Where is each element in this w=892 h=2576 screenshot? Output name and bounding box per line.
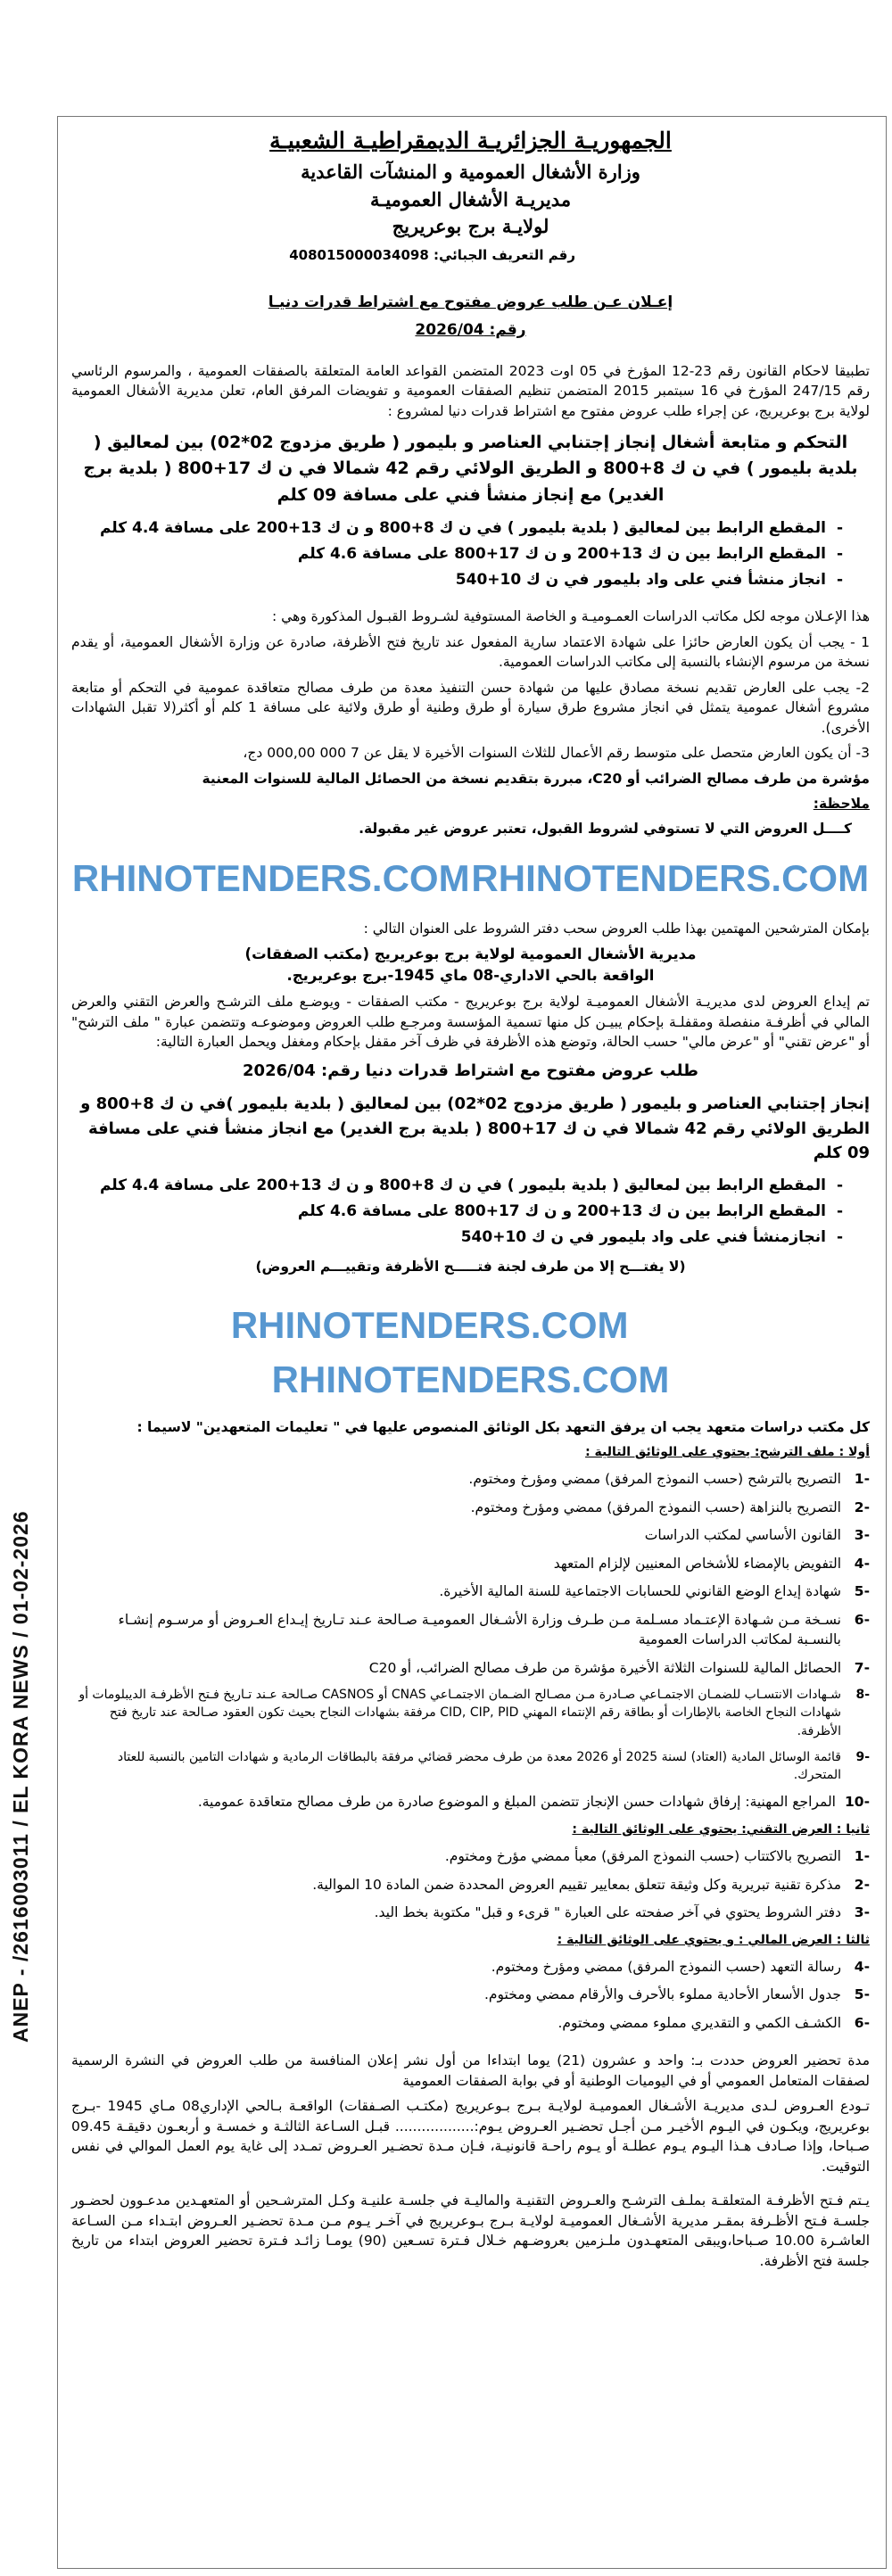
- candidacy-label: أولا : ملف الترشح: يحتوي على الوثائق التالية :: [585, 1444, 870, 1459]
- sections-list: [71, 517, 870, 590]
- tax-id: رقم التعريف الجبائي: 408015000034098: [289, 246, 575, 263]
- envelope-title: طلب عروض مفتوح مع اشتراط قدرات دنيا رقم: 2026/04: [243, 1061, 698, 1080]
- technical-doc: -1 التصريح بالاكتتاب (حسب النموذج المرفق) معبأ ممضي مؤرخ ومختوم.: [444, 1848, 870, 1865]
- technical-doc: -2 مذكرة تقنية تبريرية وكل وثيقة تتعلق بمعايير تقييم العروض المحددة ضمن المادة 10 الموالية.: [312, 1876, 870, 1893]
- candidacy-doc: -7 الحصائل المالية للسنوات الثلاثة الأخيرة مؤشرة من طرف مصالح الضرائب، أو C20: [368, 1659, 870, 1676]
- opening-paragraph: يـتم فـتح الأظرفـة المتعلقـة بملـف الترشـح والعـروض التقنيـة والماليـة في جلسـة علنيـة وكـل المترشـحين أو المتعهـدين مدعـوون لحضـور جلسـة فـتح الأظـرفة بمقـر مديرية الأشـغال العموميـة لولايـة بـرج بـوعريريج في آخـر يـوم مـن مـدة تحضـير العـروض ابتـداء مـن السـاعة العاشـرة 10.00 صـباحا،ويبقى المتعهـدون ملـزمين بعروضـهم خـلال فـترة تسـعين (90) يومـا زائـد فـترة تحضير العروض ابتداء من تاريخ جلسة فتح الأظرفة.: [71, 2192, 870, 2269]
- candidacy-doc: -10 المراجع المهنية: إرفاق شهادات حسن الإنجاز تتضمن المبلغ و الموضوع صادرة من طرف مصالح متعاقدة عمومية.: [197, 1794, 870, 1811]
- eligibility-item: 3- أن يكون العارض متحصل على متوسط رقم الأعمال للثلاث السنوات الأخيرة لا يقل عن 7 000 000,00 دج،: [243, 745, 870, 762]
- watermark: RHINOTENDERS.COM: [471, 856, 870, 899]
- submission-paragraph: تـودع العـروض لـدى مديريـة الأشـغال العموميـة لولايـة بـرج بـوعريريج (مكتـب الصـفقات) الواقعـة بـالحي الإداري08 مـاي 1945 -بـرج بوعريريج، ويكـون في اليـوم الأخيـر مـن أجـل تحضـير العـروض يـوم:.................. قبـل السـاعة الثالثـة و خمسـة و أربعـون دقيقـة 09.45 صـباحا، وإذا صـادف هـذا اليـوم يـوم عطلـة أو يـوم راحـة قانونيـة، فـإن مـدة تحضـير العـروض تمـدد إلى غاية يوم العمل الموالي في نفس التوقيت.: [71, 2098, 870, 2175]
- side-stamp-text: ANEP - /2616003011 / EL KORA NEWS / 01-02-2026: [9, 1510, 32, 2043]
- intro-paragraph: تطبيقا لاحكام القانون رقم 23-12 المؤرخ في 05 اوت 2023 المتضمن القواعد العامة المتعلقة بالصفقات العمومية ، والمرسوم الرئاسي رقم 247/15 المؤرخ في 16 سبتمبر 2015 المتضمن تنظيم الصفقات العمومية و تفويضات المرفق العام، تعلن مديرية الأشغال العمومية لولاية برج بوعريريج، عن إجراء طلب عروض مفتوح مع اشتراط قدرات دنيا لمشروع :: [71, 362, 871, 419]
- side-publication-stamp: [0, 0, 55, 2576]
- deposit-paragraph: تم إيداع العروض لدى مديريـة الأشغال العموميـة لولاية برج بوعريريج - مكتب الصفقات - ويوضـع ملف الترشـح والعرض التقني والعرض المالي في أظرفـة منفصلة ومقفلـة بإحكام يبيـن كل منها تسمية المؤسسة ومرجـع طلب العروض وموضوعـه وتتضمن عبارة " ملف الترشح" أو "عرض تقني" أو "عرض مالي" حسب الحالة، وتوضع هذه الأظرفة في ظرف آخر مقفل بإحكام ومغفل ويحمل العبارة التالية:: [71, 994, 870, 1051]
- financial-label: ثالثا : العرض المالي : و يحتوي على الوثائق التالية :: [557, 1932, 870, 1947]
- project-title: التحكم و متابعة أشغال إنجاز إجتنابي العناصر و بليمور ( طريق مزدوج 02*02) بين لمعاليق ( بلدية بليمور ) في ن ك 8+800 و الطريق الولائي رقم 42 شمالا في ن ك 17+800 ( بلدية برج الغدير) مع إنجاز منشأ فني على مسافة 09 كلم: [83, 433, 858, 505]
- envelope-section-item: - المقطع الرابط بين ن ك 13+200 و ن ك 17+800 على مسافة 4.6 كلم: [297, 1201, 843, 1220]
- wilaya-name: لولايـة برج بوعريريج: [392, 215, 549, 238]
- candidacy-doc: -4 التفويض بالإمضاء للأشخاص المعنيين لإلزام المتعهد: [553, 1555, 870, 1572]
- financial-doc: -4 رسالة التعهد (حسب النموذج المرفق) ممضي ومؤرخ ومختوم.: [491, 1958, 870, 1975]
- financial-doc: -6 الكشـف الكمي و التقديري مملوء ممضي ومختوم.: [558, 2014, 870, 2031]
- financial-docs-list: [71, 1957, 870, 2033]
- technical-label: ثانيا : العرض التقني: يحتوي على الوثائق التالية :: [572, 1821, 870, 1837]
- note-label: ملاحظة:: [813, 795, 870, 812]
- candidacy-doc: -8 شـهادات الانتسـاب للضمـان الاجتمـاعي صـادرة مـن مصـالح الضـمان الاجتمـاعي CNAS أو CASNOS صـالحة عـند تـاريخ فـتح الأظرفـة الديبلومات أو شهادات النجاح الخاصة بالإطارات أو بطاقة رقم الإنتماء المهني CID, CIP, PID مرفقة بشهادات النجاح بحيث تكون العقود صـالحة عند تاريخ فتح الأظرفة.: [78, 1687, 870, 1738]
- candidacy-doc: -6 نسـخة مـن شـهادة الإعتـماد مسـلمة مـن طـرف وزارة الأشـغال العموميـة صـالحة عـند تـاريخ إيـداع العـروض أو مرسـوم إنشـاء بالنسـبة لمكاتب الدراسات العمومية: [118, 1611, 870, 1648]
- duration-paragraph: مدة تحضير العروض حددت بـ: واحد و عشرون (21) يوما ابتداءا من أول نشر إعلان المنافسة من طلب العروض في النشرة الرسمية لصفقات المتعامل العمومي أو في اليوميات الوطنية أو في بوابة الصفقات العمومية: [71, 2052, 870, 2089]
- section-item: - المقطع الرابط بين ن ك 13+200 و ن ك 17+800 على مسافة 4.6 كلم: [297, 544, 843, 563]
- envelope-project: إنجاز إجتنابي العناصر و بليمور ( طريق مزدوج 02*02) بين لمعاليق ( بلدية بليمور )في ن ك 8+800 و الطريق الولائي رقم 42 شمالا في ن ك 17+800 ( بلدية برج الغدير) مع انجاز منشأ فني على مسافة 09 كلم: [80, 1094, 870, 1163]
- notice-content: [71, 125, 870, 2276]
- envelope-section-item: - انجازمنشأ فني على واد بليمور في ن ك 10+540: [460, 1227, 843, 1246]
- watermark-row: [71, 1299, 870, 1408]
- eligibility-item: مؤشرة من طرف مصالح الضرائب أو C20، مبررة بتقديم نسخة من الحصائل المالية للسنوات المعنية: [202, 770, 870, 787]
- watermark: RHINOTENDERS.COM: [271, 1358, 670, 1400]
- section-item: - المقطع الرابط بين لمعاليق ( بلدية بليمور ) في ن ك 8+800 و ن ك 13+200 على مسافة 4.4 كلم: [99, 519, 843, 538]
- technical-docs-list: [71, 1846, 870, 1922]
- letterhead: [71, 125, 870, 241]
- envelope-note: (لا يفتـــح إلا من طرف لجنة فتـــــح الأظرفة وتقييـــم العروض): [255, 1259, 686, 1276]
- section-item: - انجاز منشأ فني على واد بليمور في ن ك 10+540: [455, 570, 843, 589]
- withdraw-intro: بإمكان المترشحين المهتمين بهذا طلب العروض سحب دفتر الشروط على العنوان التالي :: [363, 920, 870, 937]
- eligibility-intro: هذا الإعـلان موجه لكل مكاتب الدراسات العمـوميـة و الخاصة المستوفية لشـروط القبـول المذكورة وهي :: [272, 608, 870, 625]
- eligibility-item: 2- يجب على العارض تقديم نسخة مصادق عليها من شهادة حسن التنفيذ معدة من طرف مصالح متعاقدة عمومية في التحكم أو متابعة مشروع أشغال عمومية يتمثل في انجاز مشروع طرق سيارة أو طرق وطنية أو طرق ولائية على مسافة 1 كلم أو أكثر(لا تقبل الشهادات الأخرى).: [71, 679, 871, 736]
- directorate-name: مديريـة الأشغال العموميـة: [369, 187, 572, 211]
- address-line: الواقعة بالحي الاداري-08 ماي 1945-برج بوعريريج.: [286, 967, 655, 985]
- candidacy-doc: -2 التصريح بالنزاهة (حسب النموذج المرفق) ممضي ومؤرخ ومختوم.: [470, 1499, 870, 1515]
- candidacy-docs-list: [71, 1469, 870, 1812]
- envelope-sections: [71, 1175, 870, 1248]
- financial-doc: -5 جدول الأسعار الأحادية مملوء بالأحرف والأرقام ممضي ومختوم.: [484, 1986, 870, 2003]
- ministry-name: وزارة الأشغال العمومية و المنشآت القاعدية: [301, 161, 640, 184]
- candidacy-doc: -1 التصريح بالترشح (حسب النموذج المرفق) ممضي ومؤرخ ومختوم.: [468, 1471, 870, 1488]
- watermark: RHINOTENDERS.COM: [230, 1303, 629, 1346]
- candidacy-doc: -9 قائمة الوسائل المادية (العتاد) لسنة 2025 أو 2026 معدة من طرف محضر قضائي مرفقة بالبطاقات الرمادية و شهادات التامين بالنسبة للعتاد المتحرك.: [117, 1749, 870, 1783]
- eligibility-item: 1 - يجب أن يكون العارض حائزا على شهادة الاعتماد سارية المفعول عند تاريخ فتح الأظرفة، صادرة عن وزارة الأشغال العمومية، أو يقدم نسخة من مرسوم الإنشاء بالنسبة إلى مكاتب الدراسات العمومية.: [71, 633, 870, 671]
- republic-title: الجمهوريـة الجزائريـة الديمقراطيـة الشعبيـة: [269, 128, 672, 153]
- note-text: كــــل العروض التي لا تستوفي لشروط القبول، تعتبر عروض غير مقبولة.: [359, 821, 852, 838]
- address-line: مديرية الأشغال العمومية لولاية برج بوعريريج (مكتب الصفقات): [244, 945, 697, 963]
- docs-intro: كل مكتب دراسات متعهد يجب ان يرفق التعهد بكل الوثائق المنصوص عليها في " تعليمات المتعهدين" لاسيما :: [136, 1419, 870, 1436]
- candidacy-doc: -3 القانون الأساسي لمكتب الدراسات: [644, 1527, 870, 1544]
- watermark: RHINOTENDERS.COM: [71, 856, 470, 899]
- notice-number: رقم: 2026/04: [415, 320, 526, 339]
- watermark-row: [71, 852, 870, 906]
- envelope-section-item: - المقطع الرابط بين لمعاليق ( بلدية بليمور ) في ن ك 8+800 و ن ك 13+200 على مسافة 4.4 كلم: [99, 1177, 843, 1195]
- candidacy-doc: -5 شهادة إيداع الوضع القانوني للحسابات الاجتماعية للسنة المالية الأخيرة.: [439, 1583, 870, 1600]
- notice-title: إعـلان عـن طلب عروض مفتوح مع اشتراط قدرات دنيـا: [268, 293, 673, 312]
- technical-doc: -3 دفتر الشروط يحتوي في آخر صفحته على العبارة " قرىء و قبل" مكتوبة بخط اليد.: [374, 1904, 870, 1921]
